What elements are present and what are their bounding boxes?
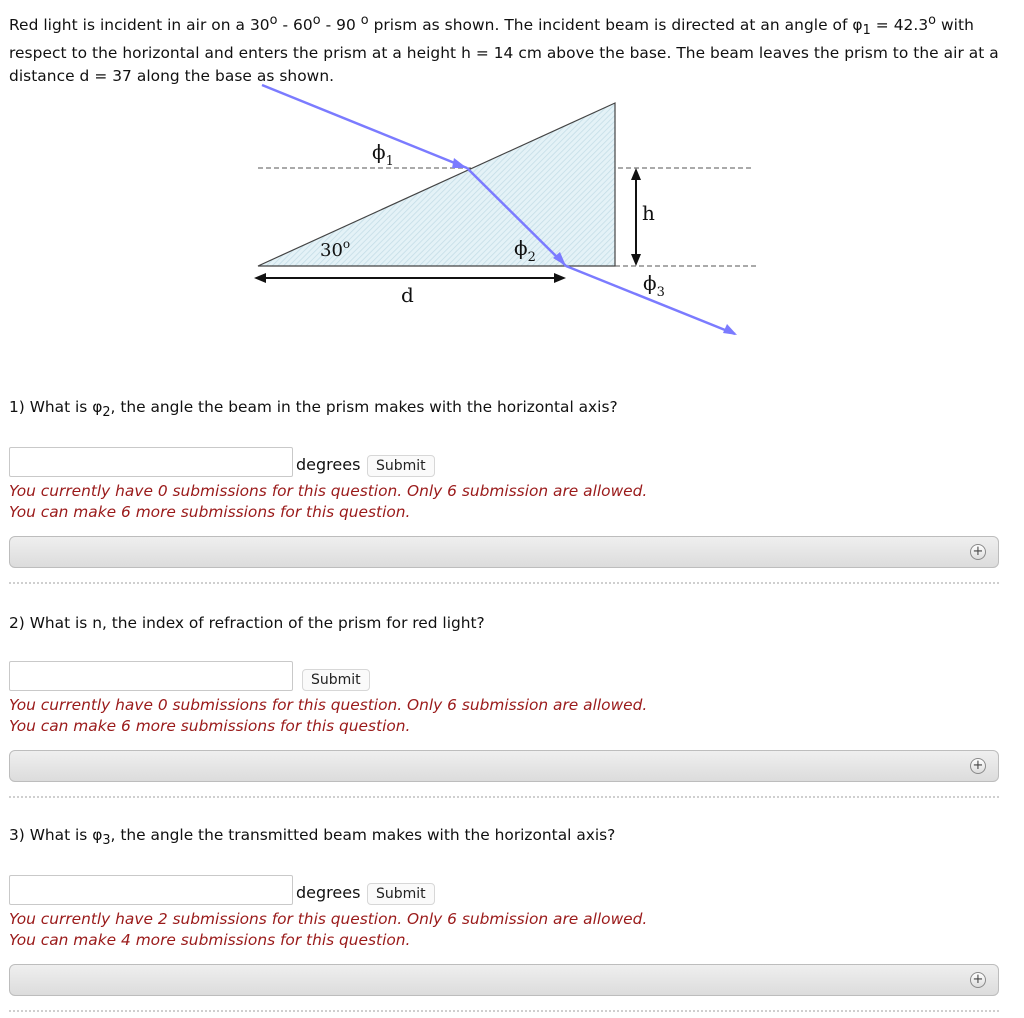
question-2-text: 2) What is n, the index of refraction of the prism for red light? — [9, 614, 485, 632]
answer-input-2[interactable] — [9, 661, 293, 691]
submission-remaining-3: You can make 4 more submissions for this question. — [9, 931, 411, 949]
transmitted-beam-arrowhead — [723, 324, 737, 335]
submission-remaining-1: You can make 6 more submissions for this question. — [9, 503, 411, 521]
incident-beam-arrowhead — [452, 158, 467, 168]
question-3-text — [9, 826, 615, 848]
unit-label-3: degrees — [296, 883, 361, 902]
degree-sup: o — [269, 13, 278, 28]
divider — [9, 1010, 999, 1012]
h-arrow-top-head — [631, 168, 641, 180]
expand-plus-icon[interactable]: + — [970, 544, 986, 560]
submit-button-3[interactable]: Submit — [367, 883, 435, 905]
question-text: 1) What is φ — [9, 398, 103, 416]
prism-diagram — [0, 0, 1024, 360]
submission-status-2: You currently have 0 submissions for this question. Only 6 submission are allowed. — [9, 696, 648, 714]
phi-sub: 2 — [102, 405, 111, 421]
d-arrow-right-head — [554, 273, 566, 283]
expand-plus-icon[interactable]: + — [970, 758, 986, 774]
d-label: d — [401, 283, 414, 307]
intro-text: = 42.3 — [870, 16, 929, 35]
question-1-text — [9, 398, 618, 420]
incident-beam — [262, 85, 467, 168]
degree-sup: o — [928, 13, 937, 28]
answer-input-1[interactable] — [9, 447, 293, 477]
divider — [9, 796, 999, 798]
phi-sub: 3 — [102, 833, 111, 849]
d-arrow-left-head — [254, 273, 266, 283]
hint-bar-2[interactable] — [9, 750, 999, 782]
expand-plus-icon[interactable]: + — [970, 972, 986, 988]
intro-text: - 90 — [320, 16, 361, 35]
question-text: 3) What is φ — [9, 826, 103, 844]
submit-button-1[interactable]: Submit — [367, 455, 435, 477]
submit-button-2[interactable]: Submit — [302, 669, 370, 691]
phi1-label: $\phi_1$ — [372, 140, 394, 169]
divider — [9, 582, 999, 584]
submission-status-3: You currently have 2 submissions for this question. Only 6 submission are allowed. — [9, 910, 648, 928]
angle-label: 30$^o$ — [320, 237, 351, 261]
intro-text: with respect to the horizontal and enters the prism at a height h = 14 cm above the base. The beam leaves the prism to the air at a distance d = 37 along the base as shown. — [9, 16, 999, 86]
h-label: h — [642, 201, 655, 225]
intro-text: - 60 — [277, 16, 313, 35]
phi3-label: $\phi_3$ — [643, 271, 665, 300]
answer-input-3[interactable] — [9, 875, 293, 905]
prism — [258, 103, 615, 266]
hint-bar-1[interactable] — [9, 536, 999, 568]
unit-label-1: degrees — [296, 455, 361, 474]
intro-text: Red light is incident in air on a 30 — [9, 16, 270, 35]
h-arrow-bottom-head — [631, 254, 641, 266]
phi2-label: $\phi_2$ — [514, 236, 536, 265]
submission-status-1: You currently have 0 submissions for this question. Only 6 submission are allowed. — [9, 482, 648, 500]
degree-sup: o — [312, 13, 321, 28]
submission-remaining-2: You can make 6 more submissions for this question. — [9, 717, 411, 735]
hint-bar-3[interactable] — [9, 964, 999, 996]
intro-text: prism as shown. The incident beam is directed at an angle of φ — [368, 16, 863, 35]
phi-sub: 1 — [862, 23, 871, 39]
question-text: , the angle the transmitted beam makes with the horizontal axis? — [110, 826, 616, 844]
question-text: , the angle the beam in the prism makes with the horizontal axis? — [110, 398, 618, 416]
degree-sup: o — [360, 13, 369, 28]
